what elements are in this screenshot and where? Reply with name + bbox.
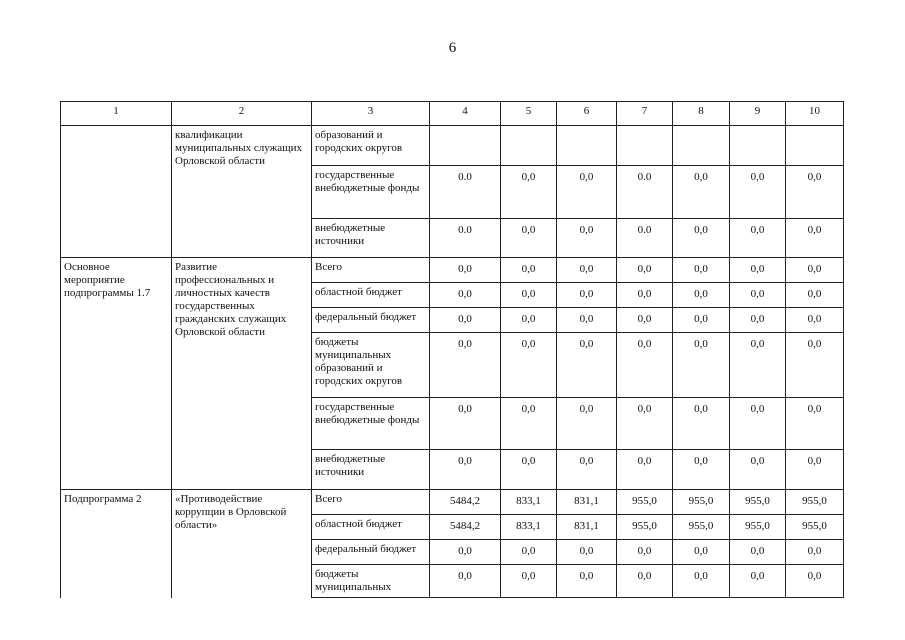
- value-cell: 0,0: [430, 398, 501, 450]
- value-cell: 0.0: [430, 219, 501, 258]
- program-description-cell: квалификации муниципальных служащих Орловской области: [172, 126, 312, 258]
- value-cell: 0,0: [673, 450, 730, 490]
- value-cell: 0,0: [501, 219, 557, 258]
- value-cell: 5484,2: [430, 490, 501, 515]
- value-cell: 955,0: [673, 490, 730, 515]
- header-cell: 3: [312, 102, 430, 126]
- header-row: [61, 102, 844, 126]
- value-cell: 0,0: [730, 283, 786, 308]
- value-cell: 955,0: [617, 490, 673, 515]
- value-cell: 0.0: [430, 166, 501, 219]
- value-cell: 0,0: [501, 283, 557, 308]
- header-cell: 4: [430, 102, 501, 126]
- value-cell: 0,0: [557, 333, 617, 398]
- header-cell: 8: [673, 102, 730, 126]
- value-cell: [557, 126, 617, 166]
- header-cell: 10: [786, 102, 844, 126]
- value-cell: 0,0: [786, 283, 844, 308]
- value-cell: 0,0: [557, 166, 617, 219]
- value-cell: 0,0: [673, 540, 730, 565]
- header-cell: 9: [730, 102, 786, 126]
- value-cell: 0,0: [730, 258, 786, 283]
- value-cell: 0,0: [786, 258, 844, 283]
- value-cell: 0,0: [430, 333, 501, 398]
- table-body: [61, 102, 844, 598]
- value-cell: 0,0: [673, 398, 730, 450]
- value-cell: 0,0: [730, 333, 786, 398]
- page-number: 6: [448, 40, 457, 56]
- value-cell: 0,0: [673, 166, 730, 219]
- value-cell: 831,1: [557, 515, 617, 540]
- value-cell: 0,0: [501, 450, 557, 490]
- value-cell: 0,0: [557, 540, 617, 565]
- value-cell: 0,0: [617, 398, 673, 450]
- value-cell: [673, 126, 730, 166]
- funding-source-cell: внебюджетные источники: [312, 219, 430, 258]
- value-cell: 0,0: [617, 540, 673, 565]
- value-cell: 0,0: [786, 450, 844, 490]
- value-cell: 0,0: [557, 398, 617, 450]
- value-cell: 0,0: [730, 450, 786, 490]
- value-cell: 0,0: [617, 333, 673, 398]
- funding-source-cell: бюджеты муниципальных: [312, 565, 430, 598]
- value-cell: 955,0: [786, 515, 844, 540]
- value-cell: 831,1: [557, 490, 617, 515]
- program-description-cell: «Противодействие коррупции в Орловской области»: [172, 490, 312, 598]
- value-cell: 0,0: [501, 540, 557, 565]
- value-cell: [786, 126, 844, 166]
- value-cell: [430, 126, 501, 166]
- value-cell: 0,0: [617, 565, 673, 598]
- funding-source-cell: областной бюджет: [312, 515, 430, 540]
- program-name-cell: Подпрограмма 2: [61, 490, 172, 598]
- value-cell: 0,0: [430, 565, 501, 598]
- value-cell: 955,0: [673, 515, 730, 540]
- value-cell: 0,0: [617, 283, 673, 308]
- value-cell: 0,0: [673, 219, 730, 258]
- value-cell: 0,0: [617, 450, 673, 490]
- funding-source-cell: государственные внебюджетные фонды: [312, 398, 430, 450]
- value-cell: 0,0: [786, 333, 844, 398]
- table-row: [61, 126, 844, 166]
- value-cell: 0,0: [501, 308, 557, 333]
- value-cell: [617, 126, 673, 166]
- value-cell: 0,0: [730, 166, 786, 219]
- funding-source-cell: Всего: [312, 490, 430, 515]
- value-cell: 0,0: [673, 565, 730, 598]
- value-cell: 0,0: [557, 308, 617, 333]
- value-cell: 0,0: [617, 308, 673, 333]
- value-cell: 0,0: [557, 565, 617, 598]
- value-cell: 955,0: [617, 515, 673, 540]
- value-cell: 0,0: [786, 166, 844, 219]
- value-cell: 0,0: [673, 258, 730, 283]
- value-cell: 0,0: [673, 308, 730, 333]
- program-description-cell: Развитие профессиональных и личностных качеств государственных гражданских служащих Орловской области: [172, 258, 312, 490]
- value-cell: 0,0: [673, 283, 730, 308]
- header-cell: 6: [557, 102, 617, 126]
- value-cell: 0,0: [786, 398, 844, 450]
- value-cell: 5484,2: [430, 515, 501, 540]
- funding-source-cell: государственные внебюджетные фонды: [312, 166, 430, 219]
- program-name-cell: [61, 126, 172, 258]
- value-cell: 0,0: [617, 258, 673, 283]
- value-cell: 0,0: [430, 283, 501, 308]
- value-cell: 0,0: [730, 219, 786, 258]
- value-cell: 0,0: [430, 540, 501, 565]
- value-cell: 955,0: [730, 490, 786, 515]
- value-cell: [501, 126, 557, 166]
- value-cell: 0,0: [557, 450, 617, 490]
- funding-source-cell: внебюджетные источники: [312, 450, 430, 490]
- value-cell: 0.0: [617, 219, 673, 258]
- value-cell: 0,0: [730, 540, 786, 565]
- funding-source-cell: федеральный бюджет: [312, 308, 430, 333]
- funding-source-cell: областной бюджет: [312, 283, 430, 308]
- header-cell: 7: [617, 102, 673, 126]
- table-row: [61, 258, 844, 283]
- value-cell: 955,0: [786, 490, 844, 515]
- value-cell: 0,0: [557, 219, 617, 258]
- value-cell: 0,0: [501, 166, 557, 219]
- value-cell: 0,0: [786, 565, 844, 598]
- budget-table: [60, 101, 844, 598]
- value-cell: 0,0: [501, 565, 557, 598]
- value-cell: 0,0: [730, 565, 786, 598]
- funding-source-cell: бюджеты муниципальных образований и городских округов: [312, 333, 430, 398]
- table-row: [61, 490, 844, 515]
- value-cell: 0,0: [430, 450, 501, 490]
- value-cell: 955,0: [730, 515, 786, 540]
- value-cell: 0,0: [501, 258, 557, 283]
- header-cell: 2: [172, 102, 312, 126]
- value-cell: 833,1: [501, 515, 557, 540]
- header-cell: 1: [61, 102, 172, 126]
- value-cell: 0,0: [557, 283, 617, 308]
- value-cell: 0,0: [430, 258, 501, 283]
- value-cell: 0,0: [501, 333, 557, 398]
- value-cell: 0,0: [730, 398, 786, 450]
- value-cell: 0,0: [557, 258, 617, 283]
- value-cell: 0,0: [673, 333, 730, 398]
- value-cell: 0.0: [617, 166, 673, 219]
- value-cell: 833,1: [501, 490, 557, 515]
- funding-source-cell: федеральный бюджет: [312, 540, 430, 565]
- value-cell: 0,0: [786, 308, 844, 333]
- value-cell: 0,0: [730, 308, 786, 333]
- value-cell: [730, 126, 786, 166]
- value-cell: 0,0: [786, 540, 844, 565]
- value-cell: 0,0: [786, 219, 844, 258]
- funding-source-cell: Всего: [312, 258, 430, 283]
- value-cell: 0,0: [501, 398, 557, 450]
- header-cell: 5: [501, 102, 557, 126]
- funding-source-cell: образований и городских округов: [312, 126, 430, 166]
- program-name-cell: Основное мероприятие подпрограммы 1.7: [61, 258, 172, 490]
- value-cell: 0,0: [430, 308, 501, 333]
